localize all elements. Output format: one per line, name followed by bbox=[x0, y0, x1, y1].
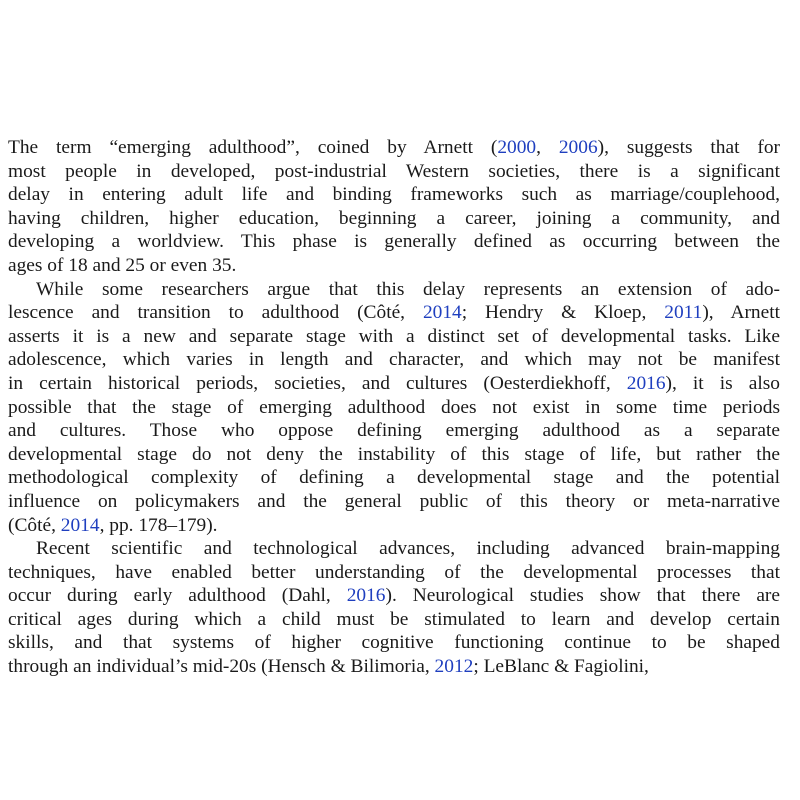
text-line: influence on policymakers and the general public of this theory or meta-narrative bbox=[8, 490, 780, 512]
citation-link[interactable]: 2000 bbox=[497, 137, 537, 158]
text-line: adolescence, which varies in length and character, and which may not be manifest bbox=[8, 349, 780, 371]
citation-link[interactable]: 2016 bbox=[626, 372, 666, 394]
text-line: occur during early adulthood (Dahl, 2016). Neurological studies show that there are bbox=[8, 585, 780, 607]
text-line: delay in entering adult life and binding frameworks such as marriage/couplehood, bbox=[8, 184, 780, 206]
text-line: methodological complexity of defining a developmental stage and the potential bbox=[8, 467, 780, 489]
text-line: possible that the stage of emerging adulthood does not exist in some time periods bbox=[8, 396, 780, 418]
text-line: The term “emerging adulthood”, coined by Arnett (2000, 2006), suggests that for bbox=[8, 137, 780, 158]
text-line: in certain historical periods, societies, and cultures (Oesterdiekhoff, 2016), it is also bbox=[8, 372, 780, 394]
paragraph bbox=[8, 278, 780, 538]
citation-link[interactable]: 2014 bbox=[422, 302, 462, 324]
citation-link[interactable]: 2006 bbox=[558, 137, 598, 158]
text-line: techniques, have enabled better understanding of the developmental processes that bbox=[8, 561, 780, 583]
text-line: developing a worldview. This phase is generally defined as occurring between the bbox=[8, 231, 780, 253]
text-line: critical ages during which a child must be stimulated to learn and develop certain bbox=[8, 608, 780, 630]
paragraph bbox=[8, 537, 780, 679]
text-line: While some researchers argue that this delay represents an extension of ado- bbox=[36, 278, 780, 300]
text-line: Recent scientific and technological advances, including advanced brain-mapping bbox=[36, 538, 780, 560]
text-line: asserts it is a new and separate stage with a distinct set of developmental tasks. Like bbox=[8, 325, 780, 347]
citation-link[interactable]: 2012 bbox=[434, 656, 474, 678]
text-line: through an individual’s mid-20s (Hensch & Bilimoria, 2012; LeBlanc & Fagiolini, bbox=[8, 656, 649, 678]
text-line: most people in developed, post-industrial Western societies, there is a significant bbox=[8, 160, 780, 182]
text-line: skills, and that systems of higher cognitive functioning continue to be shaped bbox=[8, 632, 780, 654]
citation-link[interactable]: 2011 bbox=[664, 302, 703, 324]
body-text bbox=[8, 136, 780, 679]
citation-link[interactable]: 2014 bbox=[60, 514, 100, 536]
text-line: ages of 18 and 25 or even 35. bbox=[8, 254, 237, 276]
text-line: developmental stage do not deny the instability of this stage of life, but rather the bbox=[8, 443, 780, 465]
citation-link[interactable]: 2016 bbox=[346, 585, 386, 607]
text-line: and cultures. Those who oppose defining emerging adulthood as a separate bbox=[8, 420, 780, 442]
text-line: having children, higher education, beginning a career, joining a community, and bbox=[8, 207, 780, 229]
text-line: (Côté, 2014, pp. 178–179). bbox=[8, 514, 218, 536]
text-line: lescence and transition to adulthood (Côté, 2014; Hendry & Kloep, 2011), Arnett bbox=[8, 302, 780, 324]
paragraph bbox=[8, 136, 780, 278]
